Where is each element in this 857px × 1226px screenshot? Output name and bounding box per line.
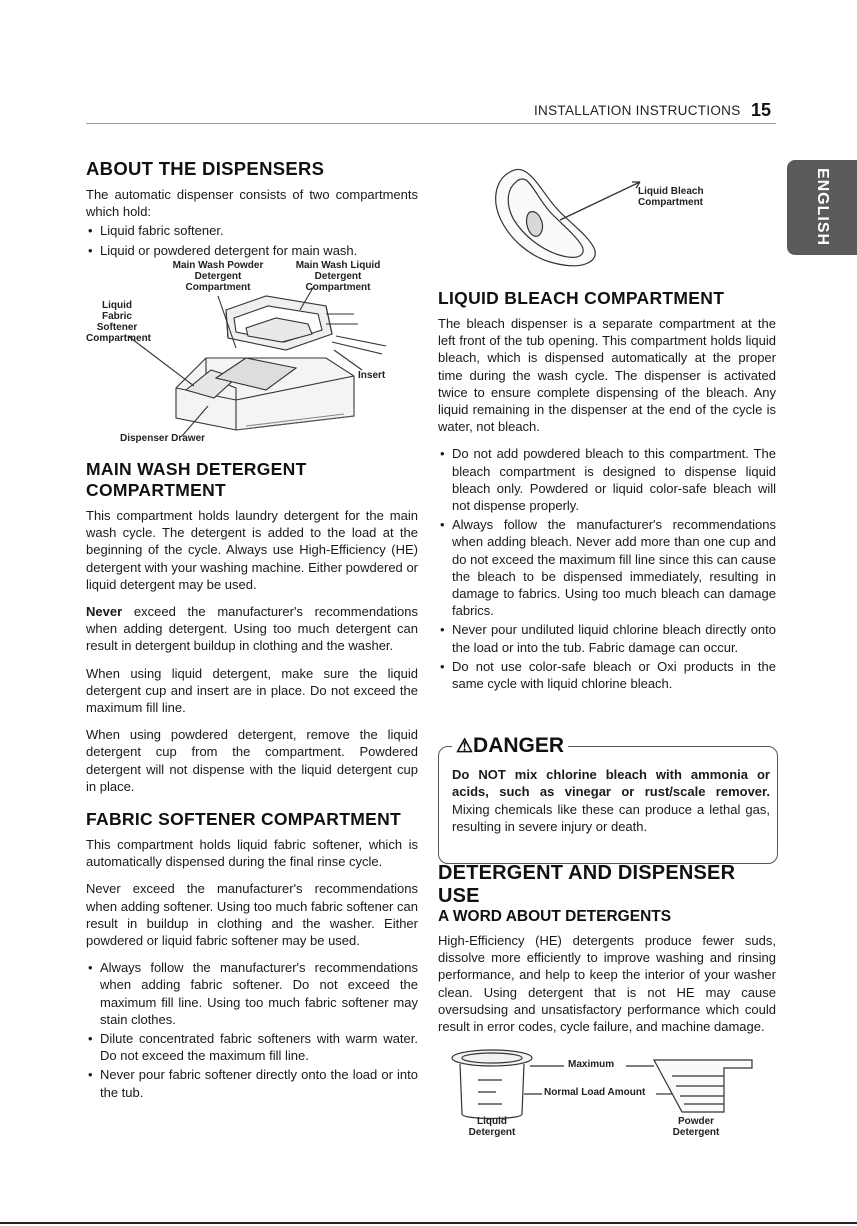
fabric-softener-list [86,959,418,1101]
bleach-item: • Do not add powdered bleach to this compartment. The bleach compartment is designed to dispense liquid bleach only. Powdered or liquid color-safe bleach will not dispense properly. [438,445,776,514]
fabric-softener-item: • Dilute concentrated fabric softeners with warm water. Do not exceed the maximum fill line. [86,1030,418,1064]
detergent-subtitle: A WORD ABOUT DETERGENTS [438,908,672,925]
danger-text [452,766,770,836]
label-main-powder: Main Wash Powder Detergent Compartment [172,260,264,293]
label-normal-load: Normal Load Amount [544,1087,646,1098]
danger-bold-text: Do NOT mix chlorine bleach with ammonia or acids, such as vinegar or rust/scale remover. [452,767,770,800]
never-lead: Never [86,604,123,620]
bleach-item: • Always follow the manufacturer's recommendations when adding bleach. Never add more than one cup and do not exceed the maximum fill line since this can cause the bleach to be dispensed immediately, resulting in damage to fabrics. Using too much bleach can damage fabrics. [438,516,776,619]
label-drawer: Dispenser Drawer [120,433,206,444]
label-liquid-detergent: Liquid Detergent [468,1116,516,1138]
cup-figure [440,1040,760,1150]
bottom-rule [0,1222,857,1224]
label-powder-detergent: Powder Detergent [672,1116,720,1138]
main-wash-p1: This compartment holds laundry detergent for the main wash cycle. The detergent is added to the load at the beginning of the cycle. Always use High-Efficiency (HE) detergent with your washing machine. Either powdered or liquid detergent may be used. [86,508,418,592]
bleach-compartment-illustration [490,160,750,270]
fabric-softener-p1: This compartment holds liquid fabric softener, which is automatically dispensed during the final rinse cycle. [86,837,418,870]
detergent-section [438,862,776,1045]
label-main-liquid: Main Wash Liquid Detergent Compartment [295,260,381,293]
label-maximum: Maximum [568,1059,615,1070]
about-intro: The automatic dispenser consists of two compartments which hold: [86,187,418,220]
bleach-item: • Never pour undiluted liquid chlorine bleach directly onto the load or into the tub. Fabric damage can occur. [438,621,776,655]
about-item: • Liquid fabric softener. [86,222,418,239]
left-column [86,158,418,261]
danger-heading [452,734,568,758]
detergent-p1: High-Efficiency (HE) detergents produce fewer suds, dissolve more efficiently to improve washing and rinsing performance, and help to keep the interior of your washer clean. Using detergent that is not HE may cause oversudsing and unsatisfactory performance which could result in error codes, cycle failure, and machine damage. [438,933,776,1035]
right-column [438,288,776,702]
bleach-p1: The bleach dispenser is a separate compartment at the left front of the tub opening. This compartment holds liquid bleach, which is dispensed automatically at the proper time during the wash cycle. The dispenser is activated twice to ensure complete dispensing of the bleach. Any liquid remaining in the dispenser at the end of the cycle is water, not bleach. [438,316,776,435]
bleach-title: LIQUID BLEACH COMPARTMENT [438,288,725,308]
fabric-softener-title: FABRIC SOFTENER COMPARTMENT [86,809,401,830]
main-wash-p2-text: exceed the manufacturer's recommendations when adding detergent. Using too much detergent can result in detergent buildup in clothing and the washer. [86,604,418,654]
left-column-lower [86,459,418,1111]
fabric-softener-item: • Never pour fabric softener directly onto the load or into the tub. [86,1066,418,1100]
label-insert: Insert [358,370,386,381]
danger-body-text: Mixing chemicals like these can produce a lethal gas, resulting in severe injury or death. [452,801,770,835]
about-title: ABOUT THE DISPENSERS [86,158,325,179]
fabric-softener-p2: Never exceed the manufacturer's recommendations when adding softener. Using too much fabric softener can result in buildup in clothing and the washer. Either powdered or liquid fabric softener may be used. [86,881,418,949]
about-item: • Liquid or powdered detergent for main wash. [86,242,418,259]
main-wash-p2 [86,603,418,655]
bleach-item: • Do not use color-safe bleach or Oxi products in the same cycle with liquid chlorine bleach. [438,658,776,692]
fabric-softener-item: • Always follow the manufacturer's recommendations when adding fabric softener. Do not exceed the maximum fill line. Using too much fabric softener may stain clothes. [86,959,418,1028]
language-tab [787,160,857,255]
danger-title: DANGER [473,734,565,757]
label-bleach-compartment: Liquid Bleach Compartment [638,186,704,208]
bleach-figure [490,160,750,270]
running-header: INSTALLATION INSTRUCTIONS [534,103,741,118]
warning-triangle-icon: ⚠ [456,736,474,757]
detergent-title: DETERGENT AND DISPENSER USE [438,862,736,907]
about-list [86,222,418,258]
dispenser-figure [86,258,418,448]
language-tab-label: ENGLISH [814,167,831,247]
header-rule [86,123,776,124]
bleach-list [438,445,776,692]
label-softener: Liquid Fabric Softener Compartment [86,300,152,344]
page-number: 15 [751,100,772,120]
main-wash-p3: When using liquid detergent, make sure the liquid detergent cup and insert are in place. Do not exceed the maximum fill line. [86,665,418,716]
main-wash-title: MAIN WASH DETERGENT COMPARTMENT [86,459,307,500]
main-wash-p4: When using powdered detergent, remove the liquid detergent cup from the compartment. Powdered detergent will not dispense with the liquid detergent cup in place. [86,727,418,794]
